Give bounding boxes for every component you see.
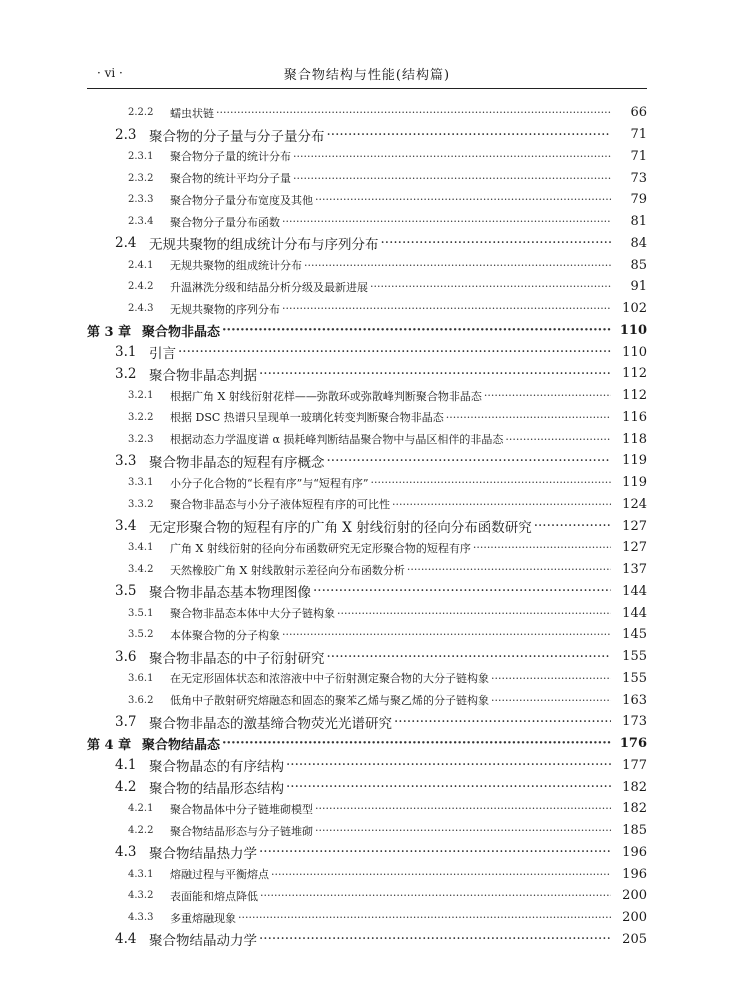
toc-entry-page: 112 [622, 388, 647, 404]
toc-section-entry[interactable] [87, 450, 647, 472]
toc-entry-page: 66 [630, 105, 647, 121]
toc-entry-number: 4.3.3 [128, 912, 154, 924]
toc-entry-number: 第 3 章 [87, 324, 132, 340]
toc-entry-title: 聚合物的结晶形态结构 [149, 781, 284, 798]
toc-entry-page: 144 [622, 583, 647, 599]
toc-entry-number: 2.3 [115, 126, 137, 143]
toc-entry-title: 蠕虫状链 [170, 106, 214, 120]
running-header [87, 64, 647, 84]
toc-entry-number: 4.4 [115, 931, 137, 948]
toc-entry-title: 聚合物分子量分布函数 [170, 215, 280, 229]
toc-section-entry[interactable] [87, 363, 647, 385]
toc-subsection-entry[interactable] [87, 298, 647, 320]
toc-entry-title: 引言 [149, 346, 176, 363]
toc-entry-page: 145 [622, 627, 647, 643]
dot-leader [392, 498, 611, 511]
toc-entry-page: 144 [622, 605, 647, 621]
toc-subsection-entry[interactable] [87, 624, 647, 646]
dot-leader [491, 694, 611, 707]
toc-entry-page: 71 [630, 148, 647, 164]
toc-entry-number: 2.2.2 [128, 107, 154, 119]
toc-entry-page: 85 [630, 257, 647, 273]
toc-entry-title: 聚合物分子量的统计分布 [170, 150, 291, 164]
toc-subsection-entry[interactable] [87, 907, 647, 929]
toc-entry-title: 多重熔融现象 [170, 911, 236, 925]
header-rule [87, 88, 647, 89]
dot-leader [259, 366, 611, 382]
toc-entry-title: 聚合物结晶态 [142, 738, 221, 754]
toc-entry-page: 176 [619, 736, 647, 752]
toc-entry-page: 182 [622, 801, 647, 817]
toc-entry-number: 4.1 [115, 757, 137, 774]
dot-leader [370, 280, 611, 293]
toc-entry-title: 聚合物非晶态与小分子液体短程有序的可比性 [170, 498, 390, 512]
toc-subsection-entry[interactable] [87, 602, 647, 624]
toc-section-entry[interactable] [87, 124, 647, 146]
toc-entry-number: 3.4.1 [128, 542, 154, 554]
dot-leader [271, 868, 611, 881]
toc-entry-title: 聚合物结晶动力学 [149, 933, 257, 950]
dot-leader [446, 411, 611, 424]
dot-leader [238, 911, 611, 924]
toc-section-entry[interactable] [87, 842, 647, 864]
toc-section-entry[interactable] [87, 341, 647, 363]
toc-subsection-entry[interactable] [87, 102, 647, 124]
dot-leader [282, 215, 611, 228]
dot-leader [304, 259, 611, 272]
toc-entry-number: 3.1 [115, 344, 137, 361]
toc-entry-number: 3.3 [115, 452, 137, 469]
toc-entry-page: 185 [622, 823, 647, 839]
toc-subsection-entry[interactable] [87, 189, 647, 211]
dot-leader [484, 389, 611, 402]
toc-entry-title: 聚合物分子量分布宽度及其他 [170, 193, 313, 207]
dot-leader [394, 714, 611, 730]
toc-entry-title: 根据 DSC 热谱只呈现单一玻璃化转变判断聚合物非晶态 [170, 411, 444, 425]
toc-entry-page: 200 [622, 888, 647, 904]
toc-entry-page: 110 [619, 322, 647, 338]
dot-leader [327, 453, 612, 469]
toc-entry-title: 聚合物非晶态 [142, 324, 221, 340]
toc-entry-page: 127 [622, 518, 647, 534]
toc-entry-title: 根据广角 X 射线衍射花样——弥散环或弥散峰判断聚合物非晶态 [170, 389, 482, 403]
dot-leader [222, 323, 611, 338]
toc-subsection-entry[interactable] [87, 472, 647, 494]
toc-entry-title: 无规共聚物的组成统计分布 [170, 259, 302, 273]
toc-entry-page: 79 [630, 192, 647, 208]
toc-entry-title: 无规共聚物的序列分布 [170, 302, 280, 316]
toc-entry-number: 3.5.2 [128, 629, 154, 641]
dot-leader [282, 628, 611, 641]
dot-leader [286, 779, 611, 795]
dot-leader [293, 150, 611, 163]
toc-subsection-entry[interactable] [87, 428, 647, 450]
toc-entry-number: 3.2 [115, 365, 137, 382]
toc-entry-number: 2.4.1 [128, 259, 154, 271]
toc-entry-title: 小分子化合物的“长程有序”与“短程有序” [170, 476, 369, 490]
toc-entry-number: 3.7 [115, 713, 137, 730]
toc-subsection-entry[interactable] [87, 254, 647, 276]
toc-entry-page: 196 [622, 844, 647, 860]
toc-subsection-entry[interactable] [87, 885, 647, 907]
toc-entry-title: 聚合物非晶态基本物理图像 [149, 585, 311, 602]
toc-entry-title: 聚合物非晶态的激基缔合物荧光光谱研究 [149, 715, 392, 732]
toc-entry-page: 71 [630, 127, 647, 143]
toc-entry-page: 127 [622, 540, 647, 556]
toc-subsection-entry[interactable] [87, 820, 647, 842]
toc-section-entry[interactable] [87, 755, 647, 777]
page-number: · vi · [97, 66, 123, 80]
toc-subsection-entry[interactable] [87, 211, 647, 233]
toc-chapter-entry[interactable] [87, 320, 647, 342]
toc-entry-page: 81 [630, 214, 647, 230]
toc-entry-page: 116 [622, 409, 647, 425]
dot-leader [505, 433, 611, 446]
toc-subsection-entry[interactable] [87, 559, 647, 581]
dot-leader [286, 757, 611, 773]
toc-entry-page: 118 [622, 431, 647, 447]
toc-entry-number: 2.4 [115, 235, 137, 252]
toc-entry-page: 200 [622, 910, 647, 926]
toc-entry-title: 无规共聚物的组成统计分布与序列分布 [149, 237, 379, 254]
toc-entry-page: 73 [630, 170, 647, 186]
dot-leader [315, 824, 611, 837]
toc-entry-title: 无定形聚合物的短程有序的广角 X 射线衍射的径向分布函数研究 [149, 520, 532, 537]
toc-subsection-entry[interactable] [87, 863, 647, 885]
toc-entry-page: 124 [622, 496, 647, 512]
toc-subsection-entry[interactable] [87, 689, 647, 711]
dot-leader [337, 607, 611, 620]
toc-entry-number: 3.5 [115, 583, 137, 600]
toc-entry-title: 天然橡胶广角 X 射线散射示差径向分布函数分析 [170, 563, 405, 577]
dot-leader [216, 106, 611, 119]
toc-entry-title: 聚合物的统计平均分子量 [170, 172, 291, 186]
toc-entry-page: 110 [622, 344, 647, 360]
toc-entry-page: 119 [622, 475, 647, 491]
toc-entry-number: 3.4.2 [128, 564, 154, 576]
toc-entry-number: 2.3.3 [128, 194, 154, 206]
toc-section-entry[interactable] [87, 711, 647, 733]
book-title: 聚合物结构与性能(结构篇) [283, 68, 451, 83]
toc-entry-title: 聚合物的分子量与分子量分布 [149, 128, 325, 145]
toc-entry-number: 2.3.4 [128, 216, 154, 228]
toc-subsection-entry[interactable] [87, 276, 647, 298]
toc-subsection-entry[interactable] [87, 146, 647, 168]
table-of-contents [87, 102, 647, 950]
toc-entry-title: 根据动态力学温度谱 α 损耗峰判断结晶聚合物中与晶区相伴的非晶态 [170, 433, 504, 447]
toc-entry-page: 84 [630, 235, 647, 251]
toc-entry-number: 3.2.1 [128, 390, 154, 402]
dot-leader [407, 563, 611, 576]
toc-entry-number: 4.2.2 [128, 825, 154, 837]
toc-entry-title: 低角中子散射研究熔融态和固态的聚苯乙烯与聚乙烯的分子链构象 [170, 694, 489, 708]
toc-entry-title: 聚合物非晶态的短程有序概念 [149, 454, 325, 471]
toc-entry-number: 4.2 [115, 779, 137, 796]
toc-entry-number: 3.3.2 [128, 498, 154, 510]
toc-entry-title: 广角 X 射线衍射的径向分布函数研究无定形聚合物的短程有序 [170, 541, 471, 555]
toc-entry-number: 3.3.1 [128, 477, 154, 489]
dot-leader [315, 802, 611, 815]
dot-leader [327, 649, 612, 665]
dot-leader [327, 127, 612, 143]
toc-entry-number: 3.6 [115, 648, 137, 665]
toc-subsection-entry[interactable] [87, 494, 647, 516]
toc-entry-number: 4.2.1 [128, 803, 154, 815]
toc-entry-number: 2.4.2 [128, 281, 154, 293]
toc-entry-number: 4.3.2 [128, 890, 154, 902]
dot-leader [178, 344, 611, 360]
toc-entry-page: 119 [622, 453, 647, 469]
toc-entry-page: 91 [630, 279, 647, 295]
toc-entry-number: 3.2.2 [128, 411, 154, 423]
toc-entry-number: 3.6.2 [128, 694, 154, 706]
toc-entry-title: 本体聚合物的分子构象 [170, 628, 280, 642]
dot-leader [371, 476, 612, 489]
toc-subsection-entry[interactable] [87, 385, 647, 407]
toc-section-entry[interactable] [87, 233, 647, 255]
toc-entry-number: 3.5.1 [128, 607, 154, 619]
dot-leader [473, 541, 611, 554]
toc-subsection-entry[interactable] [87, 167, 647, 189]
toc-entry-title: 熔融过程与平衡熔点 [170, 868, 269, 882]
toc-entry-page: 137 [622, 562, 647, 578]
toc-entry-number: 3.4 [115, 518, 137, 535]
dot-leader [260, 889, 611, 902]
dot-leader [222, 736, 611, 751]
toc-section-entry[interactable] [87, 581, 647, 603]
toc-entry-title: 表面能和熔点降低 [170, 889, 258, 903]
toc-entry-number: 3.6.1 [128, 672, 154, 684]
toc-entry-number: 4.3.1 [128, 868, 154, 880]
toc-entry-number: 2.4.3 [128, 303, 154, 315]
dot-leader [282, 302, 611, 315]
dot-leader [491, 672, 611, 685]
toc-entry-title: 聚合物晶体中分子链堆砌模型 [170, 802, 313, 816]
toc-entry-number: 4.3 [115, 844, 137, 861]
dot-leader [259, 844, 611, 860]
toc-entry-number: 3.2.3 [128, 433, 154, 445]
toc-entry-page: 112 [622, 366, 647, 382]
toc-entry-title: 升温淋洗分级和结晶分析分级及最新进展 [170, 280, 368, 294]
toc-subsection-entry[interactable] [87, 407, 647, 429]
dot-leader [313, 583, 611, 599]
dot-leader [534, 518, 611, 534]
dot-leader [293, 172, 611, 185]
toc-entry-page: 102 [622, 301, 647, 317]
toc-subsection-entry[interactable] [87, 668, 647, 690]
toc-entry-title: 聚合物非晶态判据 [149, 367, 257, 384]
toc-section-entry[interactable] [87, 776, 647, 798]
toc-subsection-entry[interactable] [87, 798, 647, 820]
toc-entry-page: 177 [622, 757, 647, 773]
toc-entry-page: 196 [622, 866, 647, 882]
toc-section-entry[interactable] [87, 515, 647, 537]
toc-entry-number: 2.3.2 [128, 172, 154, 184]
toc-entry-title: 聚合物非晶态本体中大分子链构象 [170, 607, 335, 621]
toc-entry-title: 聚合物非晶态的中子衍射研究 [149, 650, 325, 667]
toc-entry-title: 聚合物晶态的有序结构 [149, 759, 284, 776]
dot-leader [259, 931, 611, 947]
dot-leader [315, 193, 611, 206]
toc-entry-number: 2.3.1 [128, 150, 154, 162]
toc-entry-page: 155 [622, 670, 647, 686]
toc-chapter-entry[interactable] [87, 733, 647, 755]
toc-entry-page: 155 [622, 649, 647, 665]
toc-entry-title: 在无定形固体状态和浓溶液中中子衍射测定聚合物的大分子链构象 [170, 672, 489, 686]
toc-section-entry[interactable] [87, 646, 647, 668]
toc-entry-page: 182 [622, 779, 647, 795]
toc-entry-title: 聚合物结晶热力学 [149, 846, 257, 863]
toc-section-entry[interactable] [87, 929, 647, 951]
toc-entry-number: 第 4 章 [87, 738, 132, 754]
toc-entry-page: 163 [622, 692, 647, 708]
toc-entry-page: 205 [622, 931, 647, 947]
toc-entry-title: 聚合物结晶形态与分子链堆砌 [170, 824, 313, 838]
dot-leader [381, 235, 612, 251]
toc-subsection-entry[interactable] [87, 537, 647, 559]
toc-entry-page: 173 [622, 714, 647, 730]
